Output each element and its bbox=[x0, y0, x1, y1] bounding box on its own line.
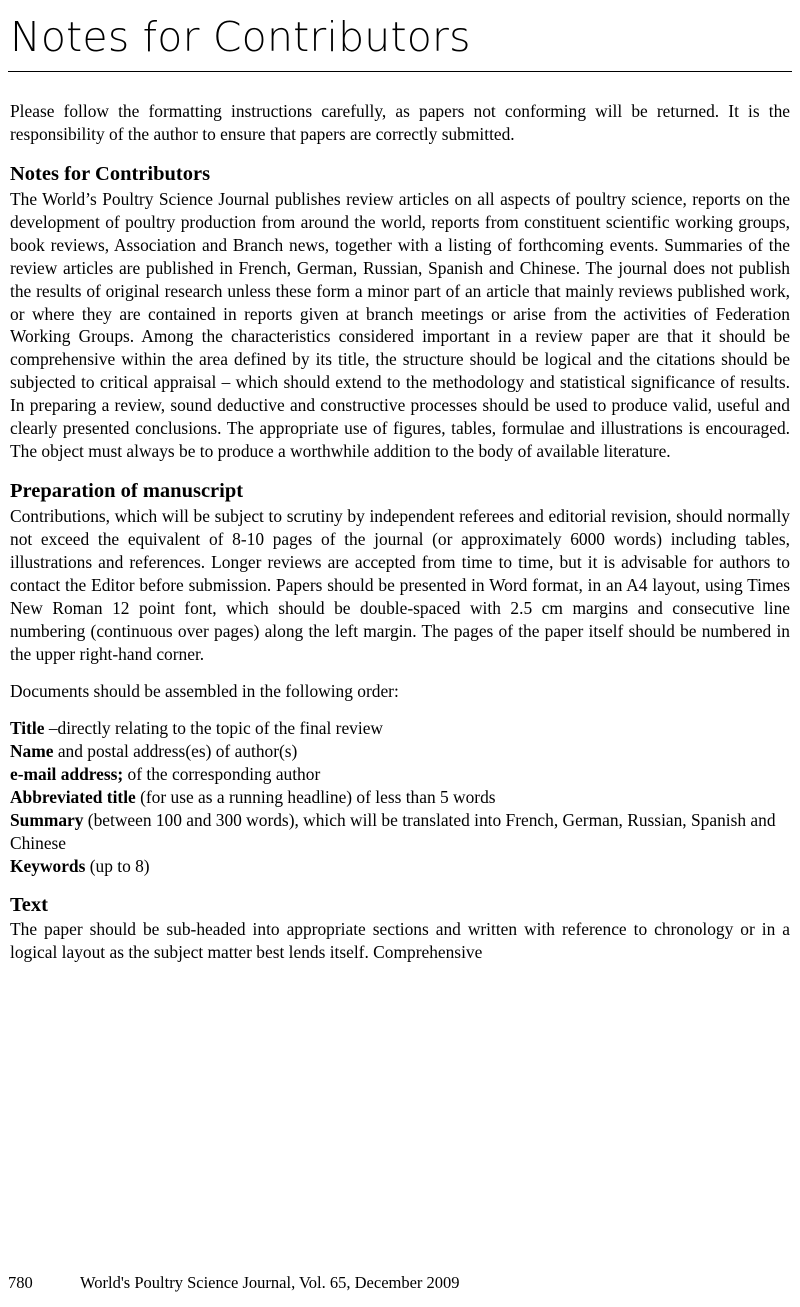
list-item-text: of the corresponding author bbox=[123, 763, 321, 784]
list-item-term: Title bbox=[10, 717, 45, 738]
list-item bbox=[10, 763, 790, 786]
section-body-preparation-of-manuscript: Contributions, which will be subject to scrutiny by independent referees and editorial revision, should normally not exceed the equivalent of 8-10 pages of the journal (or approximately 6000 words) including tables, illustrations and references. Longer reviews are accepted from time to time, but it is advisable for authors to contact the Editor before submission. Papers should be presented in Word format, in an A4 layout, using Times New Roman 12 point font, which should be double-spaced with 2.5 cm margins and consecutive line numbering (continuous over pages) along the left margin. The pages of the paper itself should be numbered in the upper right-hand corner. bbox=[10, 505, 790, 664]
section-body-notes-for-contributors: The World’s Poultry Science Journal publishes review articles on all aspects of poultry science, reports on the development of poultry production from around the world, reports from constituent scientific working groups, book reviews, Association and Branch news, together with a listing of forthcoming events. Summaries of the review articles are published in French, German, Russian, Spanish and Chinese. The journal does not publish the results of original research unless these form a minor part of an article that mainly reviews published work, or where they are contained in reports given at branch meetings or arise from the activities of Federation Working Groups. Among the characteristics considered important in a review paper are that it should be comprehensive within the area defined by its title, the structure should be logical and the citations should be subjected to critical appraisal – which should extend to the methodology and statistical significance of results. In preparing a review, sound deductive and constructive processes should be used to produce valid, useful and clearly presented conclusions. The appropriate use of figures, tables, formulae and illustrations is encouraged. The object must always be to produce a worthwhile addition to the body of available literature. bbox=[10, 188, 790, 462]
list-item bbox=[10, 717, 790, 740]
spacer bbox=[8, 666, 792, 680]
list-item bbox=[10, 786, 790, 809]
list-item-text: (up to 8) bbox=[85, 856, 150, 877]
list-item bbox=[10, 855, 790, 878]
section-body-text: The paper should be sub-headed into appropriate sections and written with reference to chronology or in a logical layout as the subject matter best lends itself. Comprehensive bbox=[10, 919, 790, 963]
list-item-term: Name bbox=[10, 740, 54, 761]
section-heading-notes-for-contributors: Notes for Contributors bbox=[10, 163, 211, 186]
title-divider bbox=[8, 71, 792, 72]
list-item-text: (for use as a running headline) of less than 5 words bbox=[135, 787, 496, 808]
footer-citation: World's Poultry Science Journal, Vol. 65, December 2009 bbox=[80, 1273, 460, 1292]
list-item-term: Keywords bbox=[10, 856, 86, 877]
section-heading-preparation-of-manuscript: Preparation of manuscript bbox=[10, 480, 244, 503]
page-footer bbox=[8, 1273, 460, 1293]
list-item bbox=[10, 740, 790, 763]
page-title: Notes for Contributors bbox=[10, 13, 471, 61]
order-intro-paragraph: Documents should be assembled in the following order: bbox=[10, 680, 399, 701]
intro-paragraph: Please follow the formatting instructions carefully, as papers not conforming will be returned. It is the responsibility of the author to ensure that papers are correctly submitted. bbox=[10, 101, 790, 145]
list-item-text: and postal address(es) of author(s) bbox=[53, 740, 298, 761]
footer-page-number: 780 bbox=[8, 1273, 33, 1292]
section-heading-text: Text bbox=[10, 893, 48, 916]
list-item-term: Summary bbox=[10, 810, 84, 831]
list-item-term: Abbreviated title bbox=[10, 787, 136, 808]
list-item-text: –directly relating to the topic of the final review bbox=[44, 717, 383, 738]
list-item-text: (between 100 and 300 words), which will be translated into French, German, Russian, Spanish and Chinese bbox=[10, 810, 776, 854]
list-item-term: e-mail address; bbox=[10, 763, 124, 784]
document-order-list bbox=[8, 717, 792, 879]
list-item bbox=[10, 809, 790, 855]
